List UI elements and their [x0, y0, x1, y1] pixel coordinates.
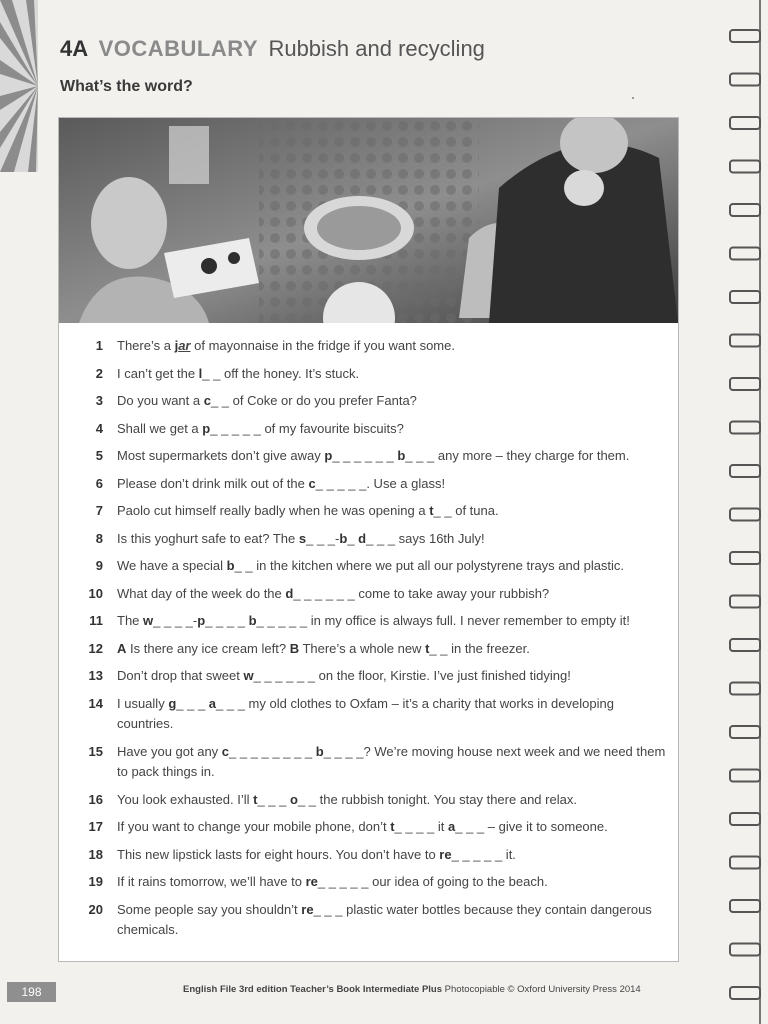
item-number: 11	[89, 613, 103, 628]
hint-letters: re	[439, 846, 452, 862]
item-number: 16	[88, 791, 103, 807]
item-text: Please don’t drink milk out of the	[117, 475, 309, 491]
binding-coil	[730, 30, 760, 42]
binding-coil	[730, 465, 760, 477]
exercise-item	[77, 639, 667, 660]
binding-coil	[730, 509, 760, 521]
item-text: _ _ _ says 16th July!	[366, 530, 485, 546]
item-number: 8	[95, 530, 103, 546]
item-text: _ _ of Coke or do you prefer Fanta?	[210, 393, 417, 408]
item-number: 14	[88, 695, 103, 711]
hint-letters: c	[221, 743, 230, 759]
binding-coil	[730, 900, 760, 912]
binding-coil	[730, 74, 760, 86]
item-number: 20	[88, 901, 103, 917]
item-text: _ _ _ _ _ _ _ _	[229, 743, 316, 759]
binding-coil	[730, 683, 760, 695]
item-text: _ _ _ _ _ _ on the floor, Kirstie. I’ve just finished tidying!	[253, 668, 571, 683]
hint-letters: t	[425, 640, 430, 656]
item-number: 12	[88, 640, 103, 656]
exercise-item	[77, 364, 667, 385]
speck	[632, 97, 634, 99]
exercise-item	[77, 817, 667, 838]
page-title	[60, 36, 485, 62]
item-text: _ _ in the kitchen where we put all our polystyrene trays and plastic.	[234, 558, 625, 573]
item-number: 3	[95, 393, 103, 408]
hint-letters: re	[301, 901, 314, 917]
item-number: 19	[88, 874, 103, 889]
hint-letters: b	[339, 530, 348, 546]
item-text: _ _ _ _	[205, 613, 249, 628]
exercise-item	[77, 790, 667, 811]
item-text: We have a special	[117, 558, 227, 573]
sunburst-decoration	[0, 0, 38, 172]
item-text: _ _ _ – give it to someone.	[455, 819, 608, 834]
item-text: _ _ of tuna.	[433, 503, 499, 518]
exercise-item	[77, 419, 667, 440]
item-text: The	[117, 613, 144, 628]
item-text: _ _ the rubbish tonight. You stay there and relax.	[297, 791, 577, 807]
binding-coil	[730, 291, 760, 303]
hint-letters: b	[397, 448, 406, 463]
item-text: _ _ _-	[306, 530, 340, 546]
item-text: Do you want a	[117, 393, 204, 408]
item-text: Is this yoghurt safe to eat? The	[117, 530, 299, 546]
exercise-item	[77, 845, 667, 866]
item-number: 6	[95, 475, 103, 491]
hint-letters: B	[289, 640, 300, 656]
item-text: _ _ _ _-	[153, 613, 198, 628]
item-text: _ _ _ plastic water bottles because they contain dangerous chemicals.	[117, 901, 652, 937]
item-text: _ _ _ _ _. Use a glass!	[315, 475, 446, 491]
hint-letters: b	[248, 613, 257, 628]
exercise-item	[77, 900, 667, 941]
exercise-item	[77, 446, 667, 467]
item-number: 5	[95, 448, 103, 463]
exercise-item	[77, 666, 667, 687]
hint-letters: p	[324, 448, 333, 463]
item-text: _ _ _ _ _ of my favourite biscuits?	[210, 420, 404, 436]
item-text: _ _ _ any more – they charge for them.	[405, 448, 630, 463]
binding-coil	[730, 161, 760, 173]
item-number: 2	[95, 365, 103, 381]
item-text: There’s a whole new	[299, 640, 426, 656]
item-text: _ _ _	[257, 791, 290, 807]
item-text: Shall we get a	[117, 420, 203, 436]
item-text: Paolo cut himself really badly when he was opening a	[117, 503, 430, 518]
item-number: 7	[95, 503, 103, 518]
hint-letters: s	[298, 530, 307, 546]
hint-letters: g	[168, 695, 177, 711]
exercise-item	[77, 501, 667, 522]
example-answer: ar	[178, 338, 191, 353]
item-text: Don’t drop that sweet	[117, 668, 244, 683]
hint-letters: b	[226, 558, 235, 573]
hint-letters: w	[143, 613, 154, 628]
exercise-item	[77, 391, 667, 412]
binding-coil	[730, 596, 760, 608]
binding-coil	[730, 248, 760, 260]
hint-letters: re	[305, 874, 318, 889]
item-text: You look exhausted. I’ll	[117, 791, 254, 807]
item-text: There’s a	[117, 338, 175, 353]
hint-letters: j	[174, 338, 179, 353]
footer-book-title: English File 3rd edition Teacher’s Book Intermediate Plus	[183, 984, 443, 995]
section-topic: Rubbish and recycling	[268, 36, 485, 61]
item-text: This new lipstick lasts for eight hours. You don’t have to	[117, 846, 440, 862]
unit-code: 4A	[60, 36, 89, 61]
exercise-item	[77, 556, 667, 577]
exercise-item	[77, 694, 667, 735]
binding-coil	[730, 422, 760, 434]
item-text: _ _ _	[176, 695, 209, 711]
hint-letters: a	[208, 695, 217, 711]
hint-letters: d	[358, 530, 367, 546]
exercise-panel	[58, 117, 679, 962]
collage-photo	[59, 118, 678, 323]
hint-letters: w	[243, 668, 254, 683]
hint-letters: A	[117, 640, 127, 656]
item-number: 9	[95, 558, 103, 573]
item-number: 13	[88, 668, 103, 683]
item-text: of mayonnaise in the fridge if you want some.	[190, 338, 455, 353]
item-text: If you want to change your mobile phone, don’t	[117, 819, 391, 834]
item-number: 15	[88, 743, 103, 759]
item-text: I can’t get the	[117, 365, 199, 381]
exercise-item	[77, 611, 667, 632]
item-text: _ _ _ _ _ our idea of going to the beach.	[317, 874, 548, 889]
hint-letters: b	[315, 743, 324, 759]
item-text: Most supermarkets don’t give away	[117, 448, 325, 463]
binding-coil	[730, 987, 760, 999]
binding-coil	[730, 770, 760, 782]
item-text: _ _ _ _ _ _ come to take away your rubbish?	[293, 585, 550, 601]
exercise-item	[77, 742, 667, 783]
item-text: If it rains tomorrow, we’ll have to	[117, 874, 306, 889]
hint-letters: o	[290, 791, 298, 807]
item-number: 18	[88, 846, 103, 862]
activity-title: What’s the word?	[60, 78, 193, 95]
footer-credit	[183, 984, 641, 995]
exercise-item	[77, 474, 667, 495]
exercise-item	[77, 529, 667, 550]
binding-coil	[730, 335, 760, 347]
binding-coil	[730, 639, 760, 651]
binding-coil	[730, 117, 760, 129]
exercise-item	[77, 584, 667, 605]
item-text: _	[347, 530, 359, 546]
hint-letters: a	[448, 819, 456, 834]
hint-letters: d	[285, 585, 294, 601]
hint-letters: p	[197, 613, 206, 628]
exercise-item	[77, 336, 667, 357]
item-text: What day of the week do the	[117, 585, 286, 601]
exercise-item	[77, 872, 667, 893]
item-text: I usually	[117, 695, 169, 711]
item-text: _ _ _ my old clothes to Oxfam – it’s a charity that works in developing countries.	[117, 695, 614, 731]
binding-coil	[730, 813, 760, 825]
hint-letters: t	[253, 791, 258, 807]
binding-coil	[730, 944, 760, 956]
exercise-list	[77, 336, 667, 948]
hint-letters: l	[198, 365, 203, 381]
item-text: _ _ _ _? We’re moving house next week and we need them to pack things in.	[117, 743, 666, 779]
item-text: Have you got any	[117, 743, 222, 759]
page-number: 198	[7, 982, 56, 1002]
item-text: _ _ _ _ _ it.	[451, 846, 516, 862]
hint-letters: t	[429, 503, 434, 518]
item-text: _ _ in the freezer.	[429, 640, 530, 656]
item-number: 4	[95, 420, 103, 436]
binding-coil	[730, 552, 760, 564]
footer-copyright: Photocopiable © Oxford University Press 2014	[442, 984, 641, 995]
section-category: VOCABULARY	[98, 36, 258, 61]
binding-coil	[730, 204, 760, 216]
hint-letters: c	[308, 475, 316, 491]
spiral-binding	[716, 0, 768, 1024]
binding-coil	[730, 857, 760, 869]
item-text: Is there any ice cream left?	[126, 640, 290, 656]
binding-coil	[730, 726, 760, 738]
item-text: Some people say you shouldn’t	[117, 901, 302, 917]
item-text: _ _ _ _ it	[394, 819, 449, 834]
item-number: 17	[88, 819, 103, 834]
hint-letters: p	[202, 420, 211, 436]
item-number: 10	[88, 585, 103, 601]
item-text: _ _ off the honey. It’s stuck.	[202, 365, 360, 381]
hint-letters: c	[203, 393, 211, 408]
item-text: _ _ _ _ _ _	[332, 448, 398, 463]
item-text: _ _ _ _ _ in my office is always full. I never remember to empty it!	[256, 613, 630, 628]
hint-letters: t	[390, 819, 395, 834]
item-number: 1	[95, 338, 103, 353]
binding-coil	[730, 378, 760, 390]
